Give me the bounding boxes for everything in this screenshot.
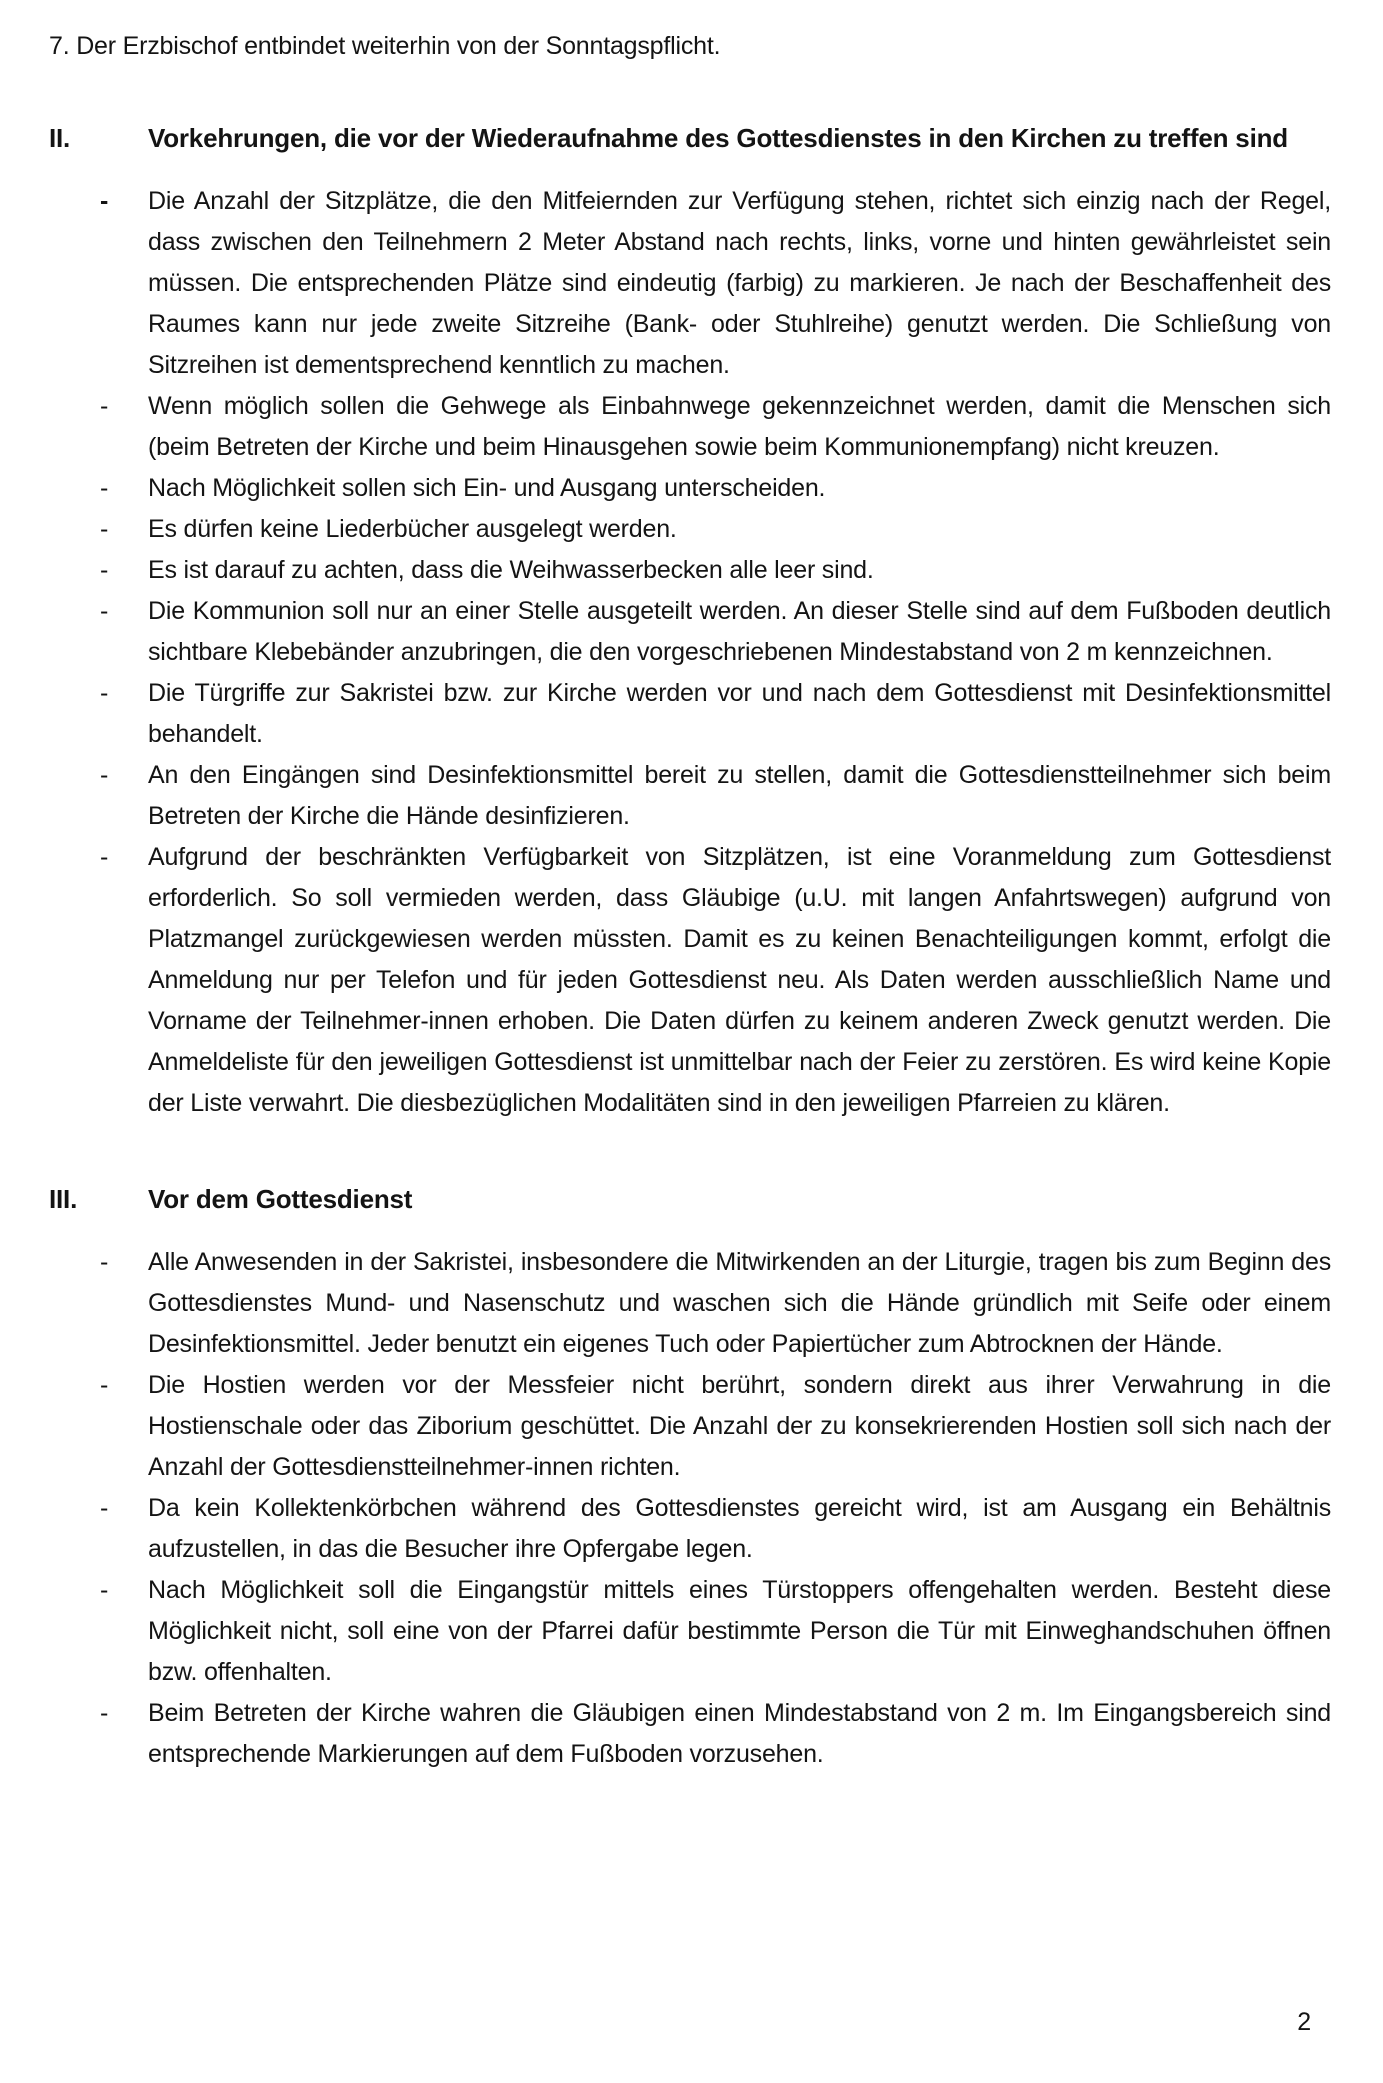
list-item-text: Nach Möglichkeit sollen sich Ein- und Ausgang unterscheiden.	[148, 474, 826, 502]
bullet-dash: -	[100, 515, 109, 543]
list-item-text: Da kein Kollektenkörbchen während des Gottesdienstes gereicht wird, ist am Ausgang ein Behältnis aufzustellen, in das die Besucher ihre Opfergabe legen.	[148, 1494, 1331, 1563]
list-item-text: Es dürfen keine Liederbücher ausgelegt werden.	[148, 515, 677, 543]
bullet-dash: -	[100, 1494, 109, 1522]
list-item-text: Nach Möglichkeit soll die Eingangstür mittels eines Türstoppers offengehalten werden. Besteht diese Möglichkeit nicht, soll eine von der Pfarrei dafür bestimmte Person die Tür mit Einweghandschuhen öffnen bzw. offenhalten.	[148, 1576, 1331, 1686]
list-item-text: Die Anzahl der Sitzplätze, die den Mitfeiernden zur Verfügung stehen, richtet sich einzig nach der Regel, dass zwischen den Teilnehmern 2 Meter Abstand nach rechts, links, vorne und hinten gewährleistet sein müssen. Die entsprechenden Plätze sind eindeutig (farbig) zu markieren. Je nach der Beschaffenheit des Raumes kann nur jede zweite Sitzreihe (Bank- oder Stuhlreihe) genutzt werden. Die Schließung von Sitzreihen ist dementsprechend kenntlich zu machen.	[148, 187, 1331, 379]
list-item-text: Alle Anwesenden in der Sakristei, insbesondere die Mitwirkenden an der Liturgie, tragen bis zum Beginn des Gottesdienstes Mund- und Nasenschutz und waschen sich die Hände gründlich mit Seife oder einem Desinfektionsmittel. Jeder benutzt ein eigenes Tuch oder Papiertücher zum Abtrocknen der Hände.	[148, 1248, 1331, 1358]
list-item-text: An den Eingängen sind Desinfektionsmittel bereit zu stellen, damit die Gottesdienstteilnehmer sich beim Betreten der Kirche die Hände desinfizieren.	[148, 761, 1331, 830]
section-ii-number: II.	[49, 123, 71, 153]
list-item-text: Beim Betreten der Kirche wahren die Gläubigen einen Mindestabstand von 2 m. Im Eingangsbereich sind entsprechende Markierungen auf dem Fußboden vorzusehen.	[148, 1699, 1331, 1768]
list-item	[49, 509, 1331, 550]
bullet-dash: -	[100, 1576, 109, 1604]
page-number: 2	[1297, 2008, 1311, 2036]
section-iii-heading	[49, 1178, 1331, 1220]
list-item	[49, 837, 1331, 1124]
section-ii-list	[49, 181, 1331, 1124]
list-item-text: Es ist darauf zu achten, dass die Weihwasserbecken alle leer sind.	[148, 556, 874, 584]
list-item	[49, 1570, 1331, 1693]
bullet-dash: -	[100, 679, 109, 707]
list-item	[49, 550, 1331, 591]
section-iii-list	[49, 1242, 1331, 1775]
section-iii-title: Vor dem Gottesdienst	[148, 1184, 413, 1214]
bullet-dash: -	[100, 597, 109, 625]
list-item	[49, 468, 1331, 509]
bullet-dash: -	[100, 1248, 109, 1276]
list-item	[49, 1242, 1331, 1365]
bullet-dash: -	[100, 1699, 109, 1727]
list-item	[49, 1488, 1331, 1570]
list-item-text: Die Hostien werden vor der Messfeier nicht berührt, sondern direkt aus ihrer Verwahrung in die Hostienschale oder das Ziborium geschüttet. Die Anzahl der zu konsekrierenden Hostien soll sich nach der Anzahl der Gottesdienstteilnehmer-innen richten.	[148, 1371, 1331, 1481]
section-iii-number: III.	[49, 1184, 78, 1214]
list-item	[49, 591, 1331, 673]
bullet-dash: -	[100, 556, 109, 584]
bullet-dash: -	[100, 761, 109, 789]
section-ii-heading	[49, 117, 1331, 159]
list-item	[49, 755, 1331, 837]
list-item	[49, 673, 1331, 755]
list-item-text: Die Türgriffe zur Sakristei bzw. zur Kirche werden vor und nach dem Gottesdienst mit Desinfektionsmittel behandelt.	[148, 679, 1331, 748]
intro-paragraph: 7. Der Erzbischof entbindet weiterhin von der Sonntagspflicht.	[49, 32, 721, 60]
section-ii	[49, 117, 1331, 1124]
section-ii-title: Vorkehrungen, die vor der Wiederaufnahme des Gottesdienstes in den Kirchen zu treffen sind	[148, 123, 1288, 153]
list-item-text: Die Kommunion soll nur an einer Stelle ausgeteilt werden. An dieser Stelle sind auf dem Fußboden deutlich sichtbare Klebebänder anzubringen, die den vorgeschriebenen Mindestabstand von 2 m kennzeichnen.	[148, 597, 1331, 666]
bullet-dash: -	[100, 843, 109, 871]
bullet-dash: -	[100, 1371, 109, 1399]
bullet-dash: -	[100, 474, 109, 502]
bullet-dash: -	[100, 187, 109, 215]
list-item	[49, 1365, 1331, 1488]
bullet-dash: -	[100, 392, 109, 420]
section-iii	[49, 1178, 1331, 1775]
list-item	[49, 1693, 1331, 1775]
list-item-text: Aufgrund der beschränkten Verfügbarkeit von Sitzplätzen, ist eine Voranmeldung zum Gottesdienst erforderlich. So soll vermieden werden, dass Gläubige (u.U. mit langen Anfahrtswegen) aufgrund von Platzmangel zurückgewiesen werden müssten. Damit es zu keinen Benachteiligungen kommt, erfolgt die Anmeldung nur per Telefon und für jeden Gottesdienst neu. Als Daten werden ausschließlich Name und Vorname der Teilnehmer-innen erhoben. Die Daten dürfen zu keinem anderen Zweck genutzt werden. Die Anmeldeliste für den jeweiligen Gottesdienst ist unmittelbar nach der Feier zu zerstören. Es wird keine Kopie der Liste verwahrt. Die diesbezüglichen Modalitäten sind in den jeweiligen Pfarreien zu klären.	[148, 843, 1331, 1117]
list-item	[49, 386, 1331, 468]
list-item	[49, 181, 1331, 386]
list-item-text: Wenn möglich sollen die Gehwege als Einbahnwege gekennzeichnet werden, damit die Menschen sich (beim Betreten der Kirche und beim Hinausgehen sowie beim Kommunionempfang) nicht kreuzen.	[148, 392, 1331, 461]
